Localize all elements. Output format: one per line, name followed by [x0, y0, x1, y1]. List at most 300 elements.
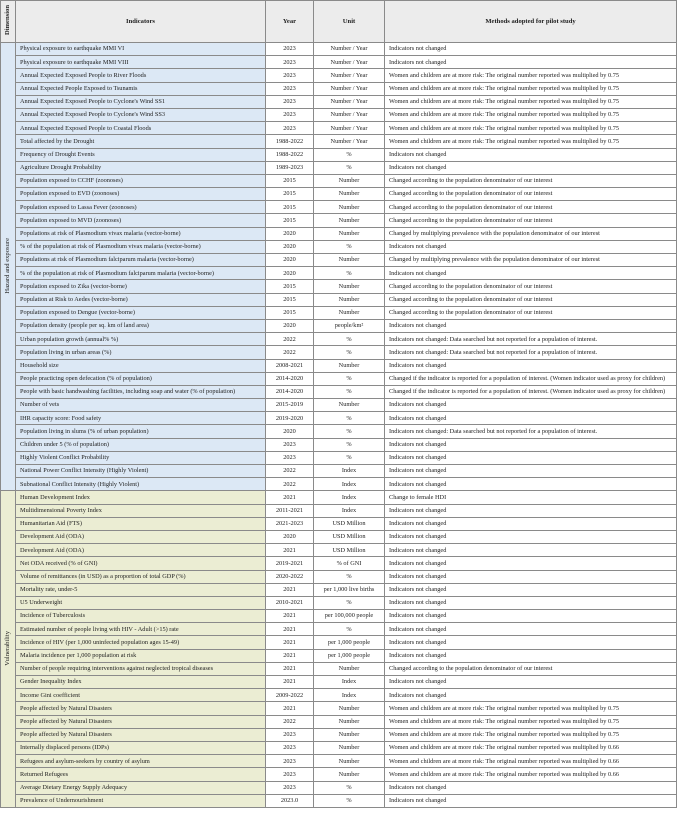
- indicator-cell: Annual Expected People Exposed to Tsunamis: [16, 82, 266, 95]
- indicator-cell: Population exposed to EVD (zoonoses): [16, 188, 266, 201]
- indicator-cell: Number of people requiring interventions against neglected tropical diseases: [16, 662, 266, 675]
- table-row: [1, 293, 677, 306]
- method-cell: Changed according to the population denominator of our interest: [385, 174, 677, 187]
- method-cell: Indicators not changed: [385, 557, 677, 570]
- unit-cell: %: [314, 240, 385, 253]
- indicator-cell: Population at Risk to Aedes (vector-borne): [16, 293, 266, 306]
- method-cell: Changed by multiplying prevalence with the population denominator of our interest: [385, 227, 677, 240]
- method-cell: Changed according to the population denominator of our interest: [385, 214, 677, 227]
- year-cell: 2022: [266, 465, 314, 478]
- unit-cell: %: [314, 781, 385, 794]
- method-cell: Women and children are at more risk: The original number reported was multiplied by 0.75: [385, 69, 677, 82]
- method-cell: Changed according to the population denominator of our interest: [385, 201, 677, 214]
- dimension-cell: [1, 491, 16, 808]
- unit-cell: per 1,000 live births: [314, 583, 385, 596]
- table-row: [1, 280, 677, 293]
- year-cell: 2015-2019: [266, 399, 314, 412]
- unit-cell: Index: [314, 689, 385, 702]
- year-cell: 2020: [266, 425, 314, 438]
- year-cell: 2021: [266, 636, 314, 649]
- indicator-cell: Humanitarian Aid (FTS): [16, 517, 266, 530]
- year-cell: 2015: [266, 214, 314, 227]
- table-row: [1, 188, 677, 201]
- unit-cell: Number: [314, 702, 385, 715]
- unit-cell: USD Million: [314, 530, 385, 543]
- method-cell: Indicators not changed: [385, 359, 677, 372]
- indicator-cell: Estimated number of people living with HIV - Adult (>15) rate: [16, 623, 266, 636]
- indicator-cell: People affected by Natural Disasters: [16, 728, 266, 741]
- unit-cell: Number / Year: [314, 122, 385, 135]
- table-row: [1, 610, 677, 623]
- method-cell: Indicators not changed: [385, 530, 677, 543]
- method-cell: Indicators not changed: Data searched but not reported for a population of interest.: [385, 346, 677, 359]
- table-row: [1, 69, 677, 82]
- year-cell: 2021: [266, 544, 314, 557]
- year-cell: 2023: [266, 108, 314, 121]
- table-row: [1, 465, 677, 478]
- method-cell: Indicators not changed: [385, 412, 677, 425]
- dimension-cell: [1, 43, 16, 491]
- year-cell: 2020: [266, 530, 314, 543]
- table-row: [1, 372, 677, 385]
- year-cell: 2022: [266, 346, 314, 359]
- table-row: [1, 399, 677, 412]
- year-cell: 2020: [266, 240, 314, 253]
- unit-cell: Number / Year: [314, 69, 385, 82]
- table-row: [1, 451, 677, 464]
- unit-cell: Number / Year: [314, 135, 385, 148]
- indicator-cell: Population exposed to Dengue (vector-borne): [16, 306, 266, 319]
- unit-cell: %: [314, 451, 385, 464]
- table-row: [1, 227, 677, 240]
- table-row: [1, 583, 677, 596]
- unit-cell: %: [314, 148, 385, 161]
- indicator-cell: Development Aid (ODA): [16, 530, 266, 543]
- unit-cell: Number / Year: [314, 95, 385, 108]
- table-row: [1, 544, 677, 557]
- method-cell: Change to female HDI: [385, 491, 677, 504]
- year-cell: 2015: [266, 306, 314, 319]
- year-cell: 1989-2023: [266, 161, 314, 174]
- year-cell: 2023: [266, 755, 314, 768]
- dimension-label: Hazard and exposure: [4, 237, 12, 294]
- unit-cell: Number: [314, 399, 385, 412]
- method-cell: Indicators not changed: [385, 570, 677, 583]
- unit-cell: Number: [314, 293, 385, 306]
- indicator-cell: Number of vets: [16, 399, 266, 412]
- unit-cell: Index: [314, 504, 385, 517]
- table-row: [1, 689, 677, 702]
- method-cell: Indicators not changed: Data searched but not reported for a population of interest.: [385, 333, 677, 346]
- table-row: [1, 636, 677, 649]
- indicator-cell: People practicing open defecation (% of population): [16, 372, 266, 385]
- method-cell: Women and children are at more risk: The original number reported was multiplied by 0.66: [385, 768, 677, 781]
- method-cell: Indicators not changed: [385, 240, 677, 253]
- year-cell: 2015: [266, 174, 314, 187]
- table-row: [1, 623, 677, 636]
- table-row: [1, 56, 677, 69]
- indicator-cell: Internally displaced persons (IDPs): [16, 741, 266, 754]
- unit-cell: % of GNI: [314, 557, 385, 570]
- year-cell: 2021: [266, 623, 314, 636]
- unit-cell: Number: [314, 201, 385, 214]
- method-cell: Indicators not changed: [385, 319, 677, 332]
- method-cell: Indicators not changed: [385, 43, 677, 56]
- indicator-cell: Population exposed to Zika (vector-borne): [16, 280, 266, 293]
- indicator-cell: IHR capacity score: Food safety: [16, 412, 266, 425]
- year-cell: 2022: [266, 715, 314, 728]
- indicator-cell: Annual Expected Exposed People to Cyclone's Wind SS3: [16, 108, 266, 121]
- year-cell: 2015: [266, 280, 314, 293]
- unit-cell: %: [314, 412, 385, 425]
- unit-cell: Number: [314, 174, 385, 187]
- table-row: [1, 240, 677, 253]
- indicator-cell: Annual Expected Exposed People to Coastal Floods: [16, 122, 266, 135]
- table-row: [1, 715, 677, 728]
- indicator-cell: Net ODA received (% of GNI): [16, 557, 266, 570]
- year-cell: 2011-2021: [266, 504, 314, 517]
- unit-cell: Number: [314, 715, 385, 728]
- table-row: [1, 108, 677, 121]
- table-row: [1, 148, 677, 161]
- unit-cell: %: [314, 794, 385, 807]
- table-row: [1, 267, 677, 280]
- indicator-cell: Frequency of Drought Events: [16, 148, 266, 161]
- indicator-cell: Urban population growth (annual% %): [16, 333, 266, 346]
- unit-cell: %: [314, 372, 385, 385]
- year-cell: 2023: [266, 741, 314, 754]
- indicator-cell: Physical exposure to earthquake MMI VI: [16, 43, 266, 56]
- unit-cell: Index: [314, 465, 385, 478]
- table-row: [1, 82, 677, 95]
- method-cell: Indicators not changed: [385, 56, 677, 69]
- year-cell: 2023: [266, 451, 314, 464]
- year-cell: 2010-2021: [266, 596, 314, 609]
- indicator-cell: Human Development Index: [16, 491, 266, 504]
- year-cell: 2021: [266, 491, 314, 504]
- year-cell: 2021: [266, 702, 314, 715]
- method-cell: Indicators not changed: [385, 676, 677, 689]
- indicator-cell: Population exposed to Lassa Fever (zoonoses): [16, 201, 266, 214]
- table-row: [1, 385, 677, 398]
- method-cell: Indicators not changed: Data searched but not reported for a population of interest.: [385, 425, 677, 438]
- unit-cell: per 1,000 people: [314, 636, 385, 649]
- method-cell: Women and children are at more risk: The original number reported was multiplied by 0.66: [385, 755, 677, 768]
- method-cell: Women and children are at more risk: The original number reported was multiplied by 0.75: [385, 82, 677, 95]
- unit-cell: Number: [314, 306, 385, 319]
- method-cell: Women and children are at more risk: The original number reported was multiplied by 0.75: [385, 135, 677, 148]
- unit-cell: %: [314, 623, 385, 636]
- unit-cell: Index: [314, 676, 385, 689]
- unit-cell: USD Million: [314, 544, 385, 557]
- year-cell: 2023: [266, 69, 314, 82]
- method-cell: Indicators not changed: [385, 267, 677, 280]
- indicator-cell: Returned Refugees: [16, 768, 266, 781]
- method-cell: Indicators not changed: [385, 148, 677, 161]
- indicator-cell: Annual Expected Exposed People to Cyclone's Wind SS1: [16, 95, 266, 108]
- table-row: [1, 478, 677, 491]
- year-cell: 2023.0: [266, 794, 314, 807]
- table-row: [1, 596, 677, 609]
- method-cell: Indicators not changed: [385, 438, 677, 451]
- year-cell: 2019-2021: [266, 557, 314, 570]
- unit-cell: %: [314, 346, 385, 359]
- unit-cell: Number: [314, 359, 385, 372]
- table-row: [1, 491, 677, 504]
- year-cell: 2023: [266, 56, 314, 69]
- header-unit: Unit: [314, 1, 385, 43]
- year-cell: 2019-2020: [266, 412, 314, 425]
- indicator-cell: People affected by Natural Disasters: [16, 715, 266, 728]
- indicator-cell: People with basic handwashing facilities, including soap and water (% of population): [16, 385, 266, 398]
- method-cell: Changed according to the population denominator of our interest: [385, 306, 677, 319]
- indicator-cell: Volume of remittances (in USD) as a proportion of total GDP (%): [16, 570, 266, 583]
- year-cell: 2023: [266, 82, 314, 95]
- table-row: [1, 741, 677, 754]
- table-row: [1, 557, 677, 570]
- header-dimension: [1, 1, 16, 43]
- indicator-cell: % of the population at risk of Plasmodium vivax malaria (vector-borne): [16, 240, 266, 253]
- method-cell: Changed if the indicator is reported for a population of interest. (Women indicator used as proxy for children): [385, 385, 677, 398]
- indicator-cell: Average Dietary Energy Supply Adequacy: [16, 781, 266, 794]
- unit-cell: Number / Year: [314, 43, 385, 56]
- year-cell: 2020: [266, 319, 314, 332]
- table-row: [1, 662, 677, 675]
- method-cell: Indicators not changed: [385, 451, 677, 464]
- year-cell: 1988-2022: [266, 148, 314, 161]
- table-row: [1, 768, 677, 781]
- method-cell: Indicators not changed: [385, 399, 677, 412]
- year-cell: 2023: [266, 95, 314, 108]
- method-cell: Indicators not changed: [385, 636, 677, 649]
- indicator-cell: Population living in urban areas (%): [16, 346, 266, 359]
- method-cell: Changed by multiplying prevalence with the population denominator of our interest: [385, 254, 677, 267]
- year-cell: 2021: [266, 583, 314, 596]
- unit-cell: per 1,000 people: [314, 649, 385, 662]
- indicator-cell: % of the population at risk of Plasmodium falciparum malaria (vector-borne): [16, 267, 266, 280]
- unit-cell: Number / Year: [314, 56, 385, 69]
- method-cell: Changed according to the population denominator of our interest: [385, 662, 677, 675]
- table-row: [1, 306, 677, 319]
- method-cell: Indicators not changed: [385, 649, 677, 662]
- indicator-cell: Incidence of HIV (per 1,000 uninfected population ages 15-49): [16, 636, 266, 649]
- indicator-cell: National Power Conflict Intensity (Highly Violent): [16, 465, 266, 478]
- table-row: [1, 412, 677, 425]
- table-row: [1, 43, 677, 56]
- table-body: [1, 43, 677, 808]
- year-cell: 2020: [266, 254, 314, 267]
- year-cell: 2015: [266, 201, 314, 214]
- indicator-cell: Population density (people per sq. km of land area): [16, 319, 266, 332]
- table-row: [1, 781, 677, 794]
- method-cell: Indicators not changed: [385, 544, 677, 557]
- year-cell: 2020: [266, 267, 314, 280]
- indicator-cell: Populations at risk of Plasmodium falciparum malaria (vector-borne): [16, 254, 266, 267]
- unit-cell: %: [314, 425, 385, 438]
- table-row: [1, 517, 677, 530]
- indicator-cell: Population exposed to CCHF (zoonoses): [16, 174, 266, 187]
- unit-cell: Number: [314, 214, 385, 227]
- unit-cell: Number: [314, 188, 385, 201]
- method-cell: Indicators not changed: [385, 794, 677, 807]
- header-indicators: Indicators: [16, 1, 266, 43]
- unit-cell: %: [314, 438, 385, 451]
- indicator-cell: Refugees and asylum-seekers by country of asylum: [16, 755, 266, 768]
- table-row: [1, 728, 677, 741]
- year-cell: 2023: [266, 728, 314, 741]
- method-cell: Changed according to the population denominator of our interest: [385, 280, 677, 293]
- method-cell: Women and children are at more risk: The original number reported was multiplied by 0.75: [385, 95, 677, 108]
- year-cell: 1988-2022: [266, 135, 314, 148]
- unit-cell: Number / Year: [314, 82, 385, 95]
- year-cell: 2014-2020: [266, 372, 314, 385]
- table-row: [1, 161, 677, 174]
- indicator-cell: Prevalence of Undernourishment: [16, 794, 266, 807]
- table-row: [1, 425, 677, 438]
- unit-cell: Number: [314, 728, 385, 741]
- unit-cell: Number: [314, 254, 385, 267]
- year-cell: 2021: [266, 649, 314, 662]
- year-cell: 2022: [266, 333, 314, 346]
- unit-cell: %: [314, 333, 385, 346]
- table-row: [1, 346, 677, 359]
- unit-cell: people/km²: [314, 319, 385, 332]
- indicator-cell: People affected by Natural Disasters: [16, 702, 266, 715]
- method-cell: Women and children are at more risk: The original number reported was multiplied by 0.75: [385, 122, 677, 135]
- method-cell: Indicators not changed: [385, 583, 677, 596]
- table-row: [1, 214, 677, 227]
- table-row: [1, 530, 677, 543]
- method-cell: Indicators not changed: [385, 689, 677, 702]
- table-row: [1, 254, 677, 267]
- method-cell: Indicators not changed: [385, 504, 677, 517]
- unit-cell: %: [314, 267, 385, 280]
- method-cell: Women and children are at more risk: The original number reported was multiplied by 0.66: [385, 741, 677, 754]
- indicator-cell: Malaria incidence per 1,000 population at risk: [16, 649, 266, 662]
- unit-cell: Number: [314, 768, 385, 781]
- indicator-cell: Incidence of Tuberculosis: [16, 610, 266, 623]
- year-cell: 2009-2022: [266, 689, 314, 702]
- table-row: [1, 135, 677, 148]
- year-cell: 2020: [266, 227, 314, 240]
- year-cell: 2021-2023: [266, 517, 314, 530]
- table-row: [1, 570, 677, 583]
- method-cell: Indicators not changed: [385, 610, 677, 623]
- indicator-cell: Household size: [16, 359, 266, 372]
- unit-cell: Number: [314, 227, 385, 240]
- indicator-cell: Population exposed to MVD (zoonoses): [16, 214, 266, 227]
- unit-cell: Number: [314, 741, 385, 754]
- unit-cell: %: [314, 161, 385, 174]
- unit-cell: Index: [314, 478, 385, 491]
- year-cell: 2008-2021: [266, 359, 314, 372]
- table-row: [1, 95, 677, 108]
- unit-cell: Number / Year: [314, 108, 385, 121]
- table-row: [1, 333, 677, 346]
- table-row: [1, 319, 677, 332]
- indicator-cell: U5 Underweight: [16, 596, 266, 609]
- unit-cell: Index: [314, 491, 385, 504]
- unit-cell: Number: [314, 662, 385, 675]
- method-cell: Women and children are at more risk: The original number reported was multiplied by 0.75: [385, 728, 677, 741]
- year-cell: 2021: [266, 662, 314, 675]
- year-cell: 2023: [266, 122, 314, 135]
- dimension-label: Vulnerability: [4, 630, 12, 666]
- indicator-cell: Income Gini coefficient: [16, 689, 266, 702]
- indicator-cell: Total affected by the Drought: [16, 135, 266, 148]
- table-row: [1, 174, 677, 187]
- table-row: [1, 438, 677, 451]
- method-cell: Indicators not changed: [385, 596, 677, 609]
- indicator-cell: Agriculture Drought Probability: [16, 161, 266, 174]
- year-cell: 2023: [266, 781, 314, 794]
- unit-cell: Number: [314, 280, 385, 293]
- year-cell: 2015: [266, 188, 314, 201]
- method-cell: Changed if the indicator is reported for a population of interest. (Women indicator used as proxy for children): [385, 372, 677, 385]
- method-cell: Indicators not changed: [385, 517, 677, 530]
- header-row: [1, 1, 677, 43]
- table-row: [1, 359, 677, 372]
- header-year: Year: [266, 1, 314, 43]
- year-cell: 2015: [266, 293, 314, 306]
- indicator-cell: Mortality rate, under-5: [16, 583, 266, 596]
- table-row: [1, 649, 677, 662]
- method-cell: Indicators not changed: [385, 478, 677, 491]
- unit-cell: USD Million: [314, 517, 385, 530]
- indicator-cell: Gender Inequality Index: [16, 676, 266, 689]
- method-cell: Indicators not changed: [385, 623, 677, 636]
- indicator-cell: Populations at risk of Plasmodium vivax malaria (vector-borne): [16, 227, 266, 240]
- unit-cell: %: [314, 385, 385, 398]
- year-cell: 2023: [266, 43, 314, 56]
- year-cell: 2014-2020: [266, 385, 314, 398]
- indicator-cell: Children under 5 (% of population): [16, 438, 266, 451]
- year-cell: 2023: [266, 438, 314, 451]
- year-cell: 2021: [266, 676, 314, 689]
- table-row: [1, 794, 677, 807]
- unit-cell: Number: [314, 755, 385, 768]
- unit-cell: %: [314, 570, 385, 583]
- header-methods: Methods adopted for pilot study: [385, 1, 677, 43]
- method-cell: Women and children are at more risk: The original number reported was multiplied by 0.75: [385, 715, 677, 728]
- year-cell: 2022: [266, 478, 314, 491]
- table-row: [1, 702, 677, 715]
- year-cell: 2021: [266, 610, 314, 623]
- unit-cell: per 100,000 people: [314, 610, 385, 623]
- indicator-cell: Physical exposure to earthquake MMI VIII: [16, 56, 266, 69]
- table-row: [1, 201, 677, 214]
- indicator-cell: Subnational Conflict Intensity (Highly Violent): [16, 478, 266, 491]
- unit-cell: %: [314, 596, 385, 609]
- indicator-cell: Annual Expected Exposed People to River Floods: [16, 69, 266, 82]
- method-cell: Women and children are at more risk: The original number reported was multiplied by 0.75: [385, 702, 677, 715]
- method-cell: Women and children are at more risk: The original number reported was multiplied by 0.75: [385, 108, 677, 121]
- method-cell: Changed according to the population denominator of our interest: [385, 293, 677, 306]
- table-row: [1, 122, 677, 135]
- method-cell: Indicators not changed: [385, 161, 677, 174]
- method-cell: Indicators not changed: [385, 781, 677, 794]
- header-dimension-label: Dimension: [4, 5, 12, 36]
- table-row: [1, 504, 677, 517]
- table-row: [1, 676, 677, 689]
- year-cell: 2023: [266, 768, 314, 781]
- indicator-cell: Development Aid (ODA): [16, 544, 266, 557]
- table-row: [1, 755, 677, 768]
- method-cell: Changed according to the population denominator of our interest: [385, 188, 677, 201]
- year-cell: 2020-2022: [266, 570, 314, 583]
- method-cell: Indicators not changed: [385, 465, 677, 478]
- indicator-cell: Highly Violent Conflict Probability: [16, 451, 266, 464]
